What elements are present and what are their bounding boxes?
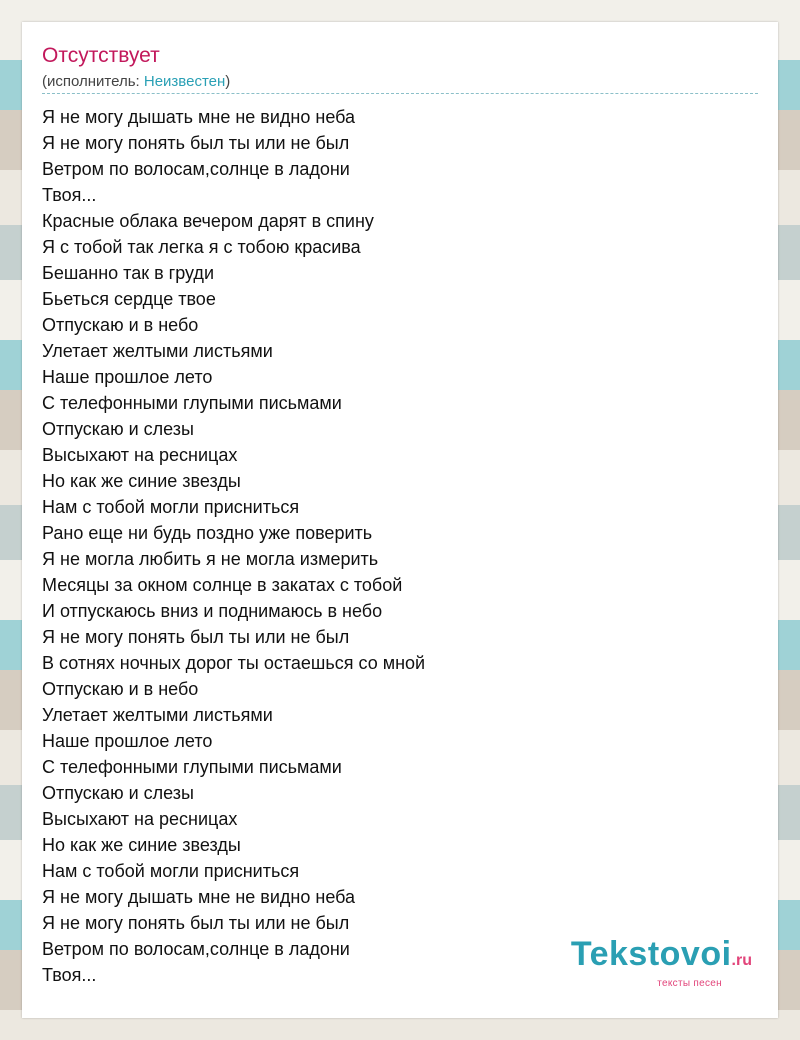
song-title: Отсутствует bbox=[42, 44, 160, 67]
lyric-line: Я не могу понять был ты или не был bbox=[42, 627, 350, 647]
lyric-line: Я не могла любить я не могла измерить bbox=[42, 549, 379, 569]
lyric-line: Отпускаю и слезы bbox=[42, 783, 194, 803]
lyric-line: Высыхают на ресницах bbox=[42, 445, 238, 465]
artist-link[interactable]: Неизвестен bbox=[143, 73, 226, 90]
lyric-line: В сотнях ночных дорог ты остаешься со мной bbox=[42, 653, 426, 673]
lyric-line: Отпускаю и в небо bbox=[42, 679, 199, 699]
lyric-line: Улетает желтыми листьями bbox=[42, 705, 273, 725]
lyric-line: Но как же синие звезды bbox=[42, 471, 241, 491]
logo-tld: .ru bbox=[731, 952, 752, 969]
lyric-line: Высыхают на ресницах bbox=[42, 809, 238, 829]
artist-prefix: (исполнитель: bbox=[42, 73, 144, 90]
dashed-divider bbox=[42, 93, 758, 94]
lyric-line: Твоя... bbox=[42, 185, 97, 205]
artist-suffix: ) bbox=[225, 73, 231, 90]
lyric-line: Месяцы за окном солнце в закатах с тобой bbox=[42, 575, 403, 595]
lyric-line: Отпускаю и в небо bbox=[42, 315, 199, 335]
lyric-line: Я с тобой так легка я с тобою красива bbox=[42, 237, 361, 257]
lyric-line: Рано еще ни будь поздно уже поверить bbox=[42, 523, 373, 543]
lyric-line: Ветром по волосам,солнце в ладони bbox=[42, 939, 350, 959]
logo-name: Tekstovoi bbox=[570, 935, 732, 973]
logo-tagline: тексты песен bbox=[657, 978, 722, 989]
lyric-line: Наше прошлое лето bbox=[42, 731, 213, 751]
lyric-line: Нам с тобой могли присниться bbox=[42, 861, 300, 881]
lyric-line: Бьеться сердце твое bbox=[42, 289, 216, 309]
lyric-line: Я не могу понять был ты или не был bbox=[42, 913, 350, 933]
lyric-line: Ветром по волосам,солнце в ладони bbox=[42, 159, 350, 179]
lyric-line: С телефонными глупыми письмами bbox=[42, 393, 342, 413]
lyric-line: Но как же синие звезды bbox=[42, 835, 241, 855]
lyric-line: Отпускаю и слезы bbox=[42, 419, 194, 439]
lyric-line: Бешанно так в груди bbox=[42, 263, 214, 283]
site-logo[interactable] bbox=[571, 937, 752, 990]
lyric-line: Улетает желтыми листьями bbox=[42, 341, 273, 361]
lyric-line: Я не могу понять был ты или не был bbox=[42, 133, 350, 153]
lyric-line: Я не могу дышать мне не видно неба bbox=[42, 107, 356, 127]
lyric-line: С телефонными глупыми письмами bbox=[42, 757, 342, 777]
lyrics-body bbox=[42, 104, 425, 988]
lyrics-card bbox=[22, 22, 778, 1018]
lyric-line: Нам с тобой могли присниться bbox=[42, 497, 300, 517]
lyric-line: Я не могу дышать мне не видно неба bbox=[42, 887, 356, 907]
lyric-line: И отпускаюсь вниз и поднимаюсь в небо bbox=[42, 601, 383, 621]
lyric-line: Наше прошлое лето bbox=[42, 367, 213, 387]
lyric-line: Красные облака вечером дарят в спину bbox=[42, 211, 374, 231]
lyric-line: Твоя... bbox=[42, 965, 97, 985]
logo-wordmark bbox=[571, 937, 752, 978]
artist-line bbox=[42, 72, 230, 92]
